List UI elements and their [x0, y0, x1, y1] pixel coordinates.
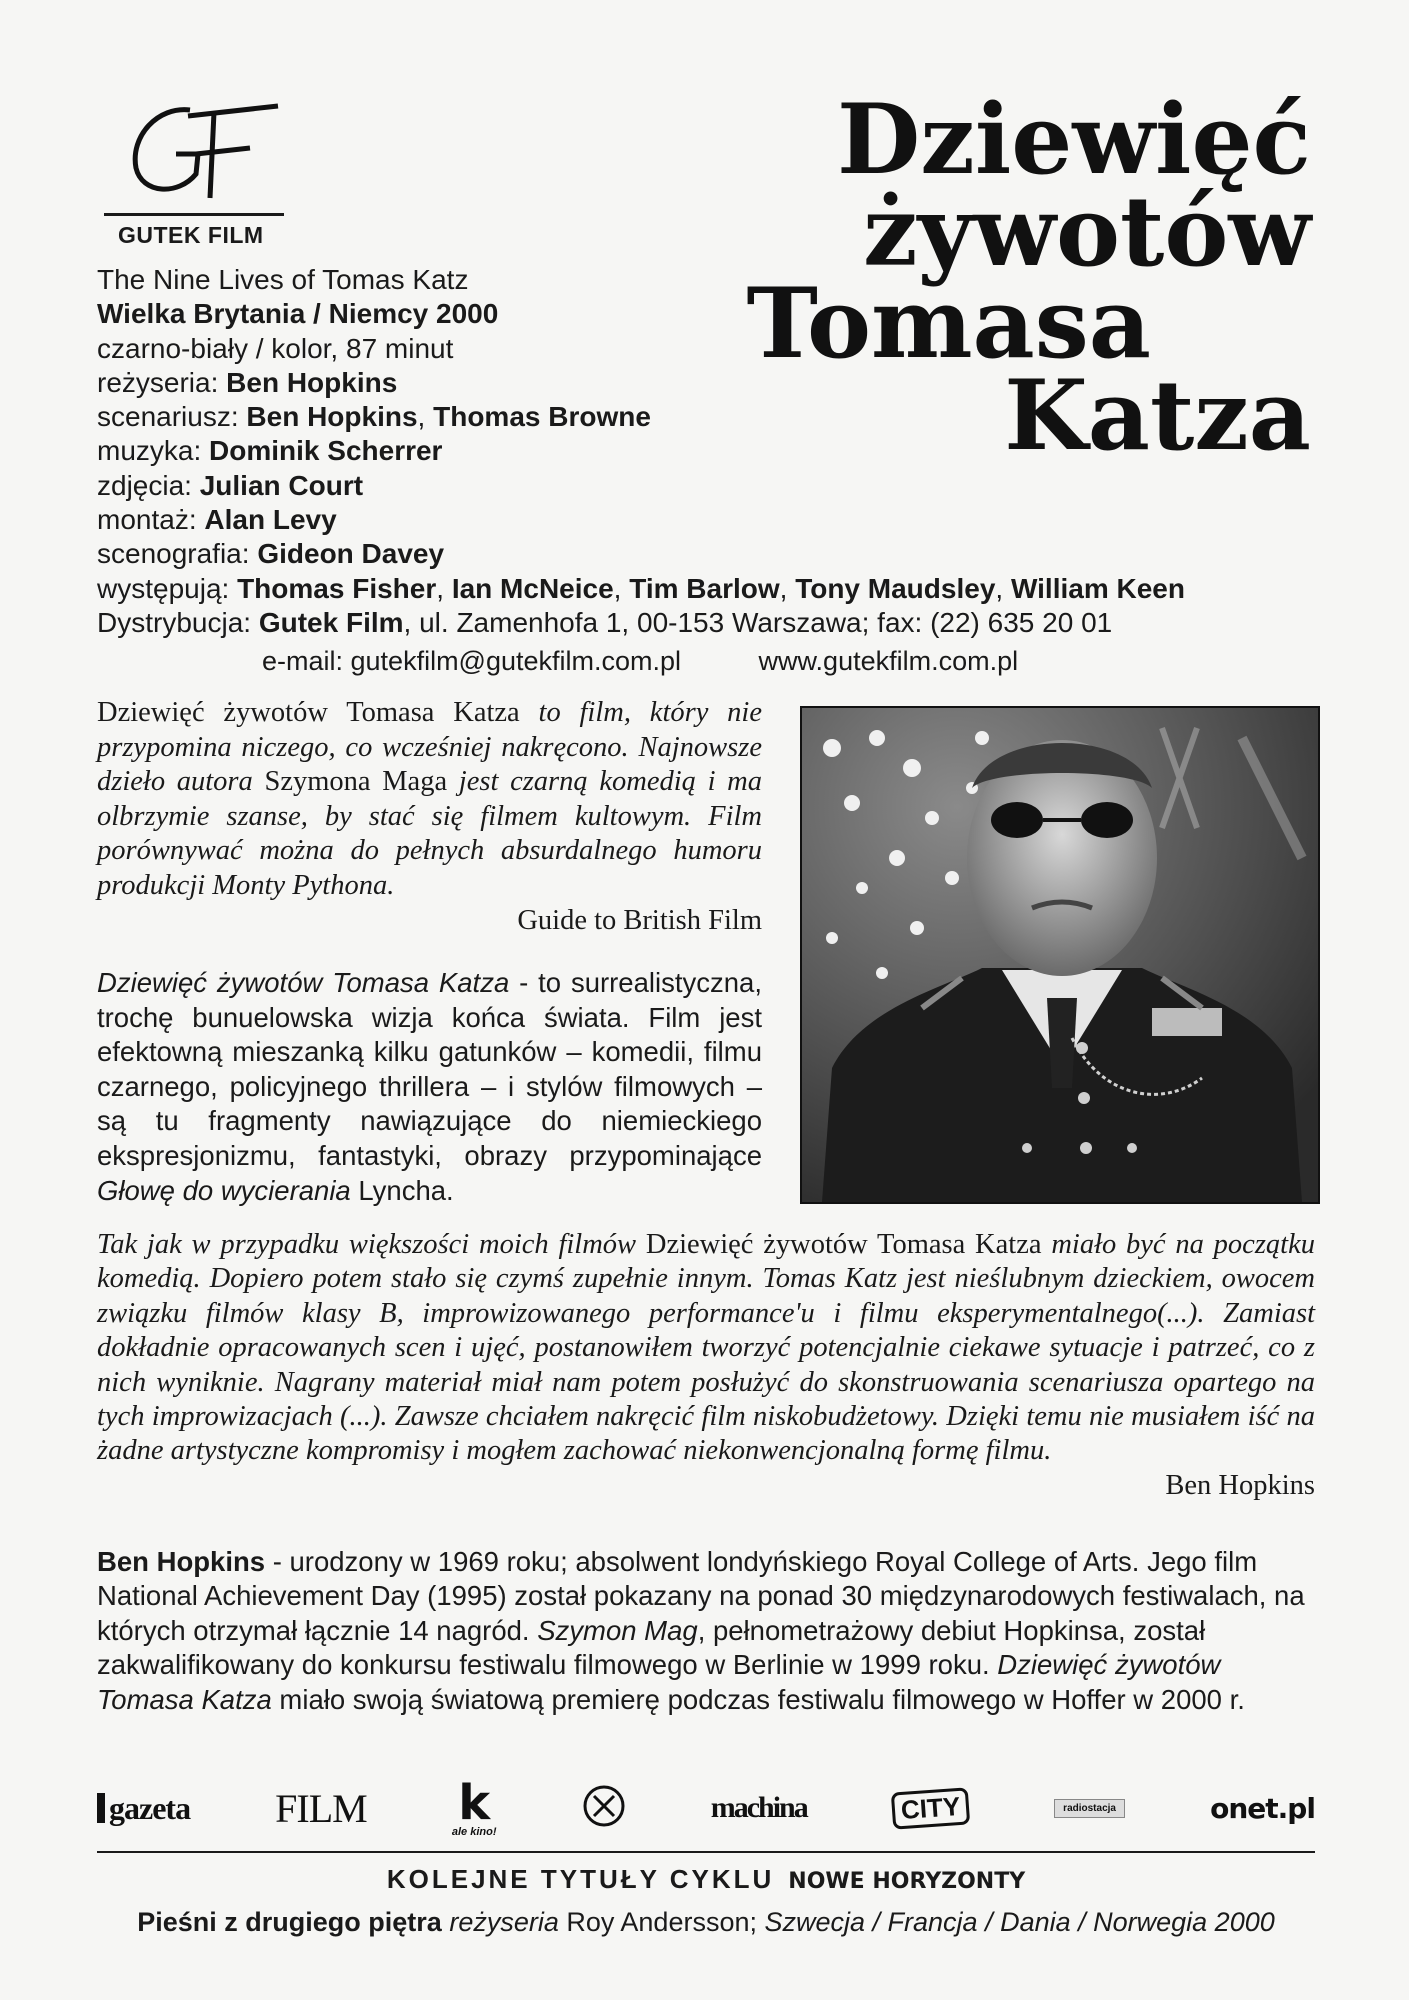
film-magazine-logo: FILM: [275, 1785, 367, 1831]
director-bio: Ben Hopkins - urodzony w 1969 roku; absolwent londyńskiego Royal College of Arts. Jego film National Achievement Day (1995) został pokazany na ponad 30 międzynarodowych festiwalach, na których otrzymał łącznie 14 nagród. Szymon Mag, pełnometrażowy debiut Hopkinsa, został zakwalifikowany do konkursu festiwalu filmowego w Berlinie w 1999 roku. Dziewięć żywotów Tomasa Katza miało swoją światową premierę podczas festiwalu filmowego w Hoffer w 2000 r.: [97, 1546, 1305, 1715]
sponsor-logos: [97, 1774, 1315, 1838]
officer-photo-icon: [802, 708, 1318, 1202]
director-quote: Tak jak w przypadku większości moich filmów Dziewięć żywotów Tomasa Katza miało być na początku komedią. Dopiero potem stało się czymś zupełnie innym. Tomas Katz jest nieślubnym dzieckiem, owocem związku filmów klasy B, improwizowanego performance'u i filmu eksperymentalnego(...). Zamiast dokładnie opracowanych scen i ujęć, postanowiłem tworzyć potencjalnie ciekawe sytuacje i patrzeć, co z nich wyniknie. Nagrany materiał miał nam potem posłużyć do skonstruowania scenariusza opartego na tych improwizacjach (...). Zawsze chciałem nakręcić film niskobudżetowy. Dzięki temu nie musiałem iść na żadne artystyczne kompromisy i mogłem zachować niekonwencjonalną formę filmu. Ben Hopkins: [97, 1228, 1315, 1503]
logo-rule: [104, 213, 284, 216]
title-line-4: Katza: [1004, 359, 1311, 472]
director-row: reżyseria: Ben Hopkins: [97, 366, 398, 398]
gutek-film-monogram: [118, 96, 288, 206]
contact-row: [262, 646, 1018, 677]
description-paragraph: Dziewięć żywotów Tomasa Katza - to surrealistyczna, trochę bunuelowska wizja końca świata. Film jest efektowną mieszanką kilku gatunków – komedii, filmu czarnego, policyjnego thrillera – i stylów filmowych – są tu fragmenty nawiązujące do niemieckiego ekspresjonizmu, fantastyki, obrazy przypominające Głowę do wycierania Lyncha.: [97, 967, 762, 1206]
title-line-1: Dziewięć: [837, 83, 1311, 196]
series-heading: KOLEJNE TYTUŁY CYKLU NOWE HORYZONTY: [386, 1864, 1026, 1894]
music-row: muzyka: Dominik Scherrer: [97, 435, 443, 467]
cast-row: występują: Thomas Fisher, Ian McNeice, Tim Barlow, Tony Maudsley, William Keen: [97, 572, 1185, 604]
editing-row: montaż: Alan Levy: [97, 504, 337, 536]
format-runtime: czarno-biały / kolor, 87 minut: [97, 332, 454, 364]
email-link[interactable]: e-mail: gutekfilm@gutekfilm.com.pl: [262, 646, 682, 676]
website-link[interactable]: www.gutekfilm.com.pl: [758, 646, 1019, 676]
review-quote: Dziewięć żywotów Tomasa Katza to film, który nie przypomina niczego, co wcześniej nakręcono. Najnowsze dzieło autora Szymona Maga jest czarną komedią i ma olbrzymie szanse, by stać się filmem kultowym. Film porównywać można do pełnych absurdalnego humoru produkcji Monty Pythona. Guide to British Film: [97, 696, 762, 938]
design-row: scenografia: Gideon Davey: [97, 538, 445, 570]
ale-kino-logo: k ale kino!: [451, 1774, 497, 1838]
film-still-photo: [800, 706, 1320, 1204]
gf-logo-icon: [118, 96, 288, 206]
distributor-name: GUTEK FILM: [118, 222, 264, 248]
city-logo: CITY: [891, 1787, 971, 1829]
radiostacja-logo: radiostacja: [1054, 1799, 1125, 1818]
review-source: Guide to British Film: [517, 904, 762, 936]
screenplay-row: scenariusz: Ben Hopkins, Thomas Browne: [97, 401, 651, 433]
title-line-3: Tomasa: [746, 267, 1151, 380]
photo-row: zdjęcia: Julian Court: [97, 469, 364, 501]
next-title-row: Pieśni z drugiego piętra reżyseria Roy Andersson; Szwecja / Francja / Dania / Norwegia 2000: [137, 1907, 1275, 1937]
machina-logo: machina: [710, 1791, 807, 1824]
gazeta-logo: gazeta: [97, 1790, 190, 1827]
series-name: NOWE HORYZONTY: [788, 1869, 1026, 1894]
bottom-rule: [97, 1851, 1315, 1853]
country-year: Wielka Brytania / Niemcy 2000: [97, 298, 499, 330]
credits-block: [97, 263, 1185, 640]
original-title: The Nine Lives of Tomas Katz: [97, 264, 469, 295]
circle-emblem-icon: [582, 1784, 626, 1833]
title-line-2: żywotów: [863, 175, 1311, 288]
onet-logo: onet.pl: [1210, 1791, 1315, 1825]
director-quote-source: Ben Hopkins: [1165, 1469, 1315, 1501]
distribution-row: Dystrybucja: Gutek Film, ul. Zamenhofa 1, 00-153 Warszawa; fax: (22) 635 20 01: [97, 606, 1113, 638]
